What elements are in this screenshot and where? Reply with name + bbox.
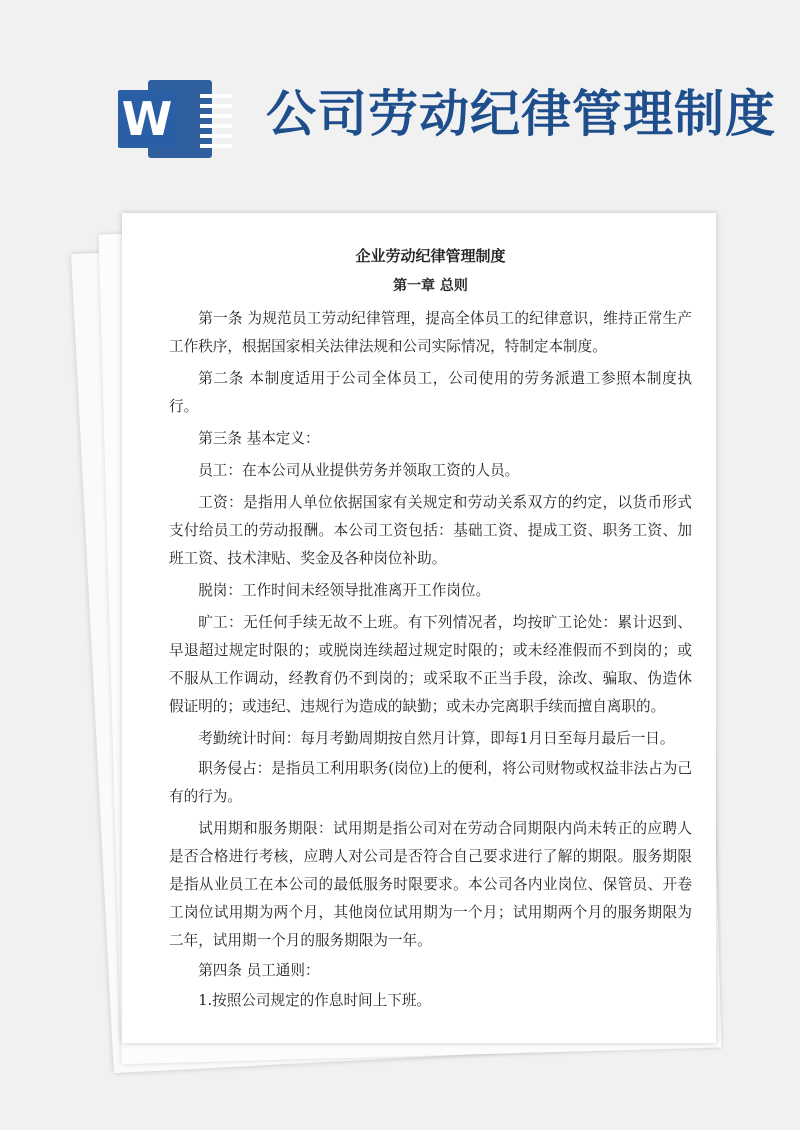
paragraph-definition-probation: 试用期和服务期限：试用期是指公司对在劳动合同期限内尚未转正的应聘人是否合格进行考核，应聘人对公司是否符合自己要求进行了解的期限。服务期限是指从业员工在本公司的最低服务时限要求。本公司各内业岗位、保管员、开卷工岗位试用期为两个月，其他岗位试用期为一个月；试用期两个月的服务期限为二年，试用期一个月的服务期限为一年。 — [169, 820, 692, 949]
word-document-icon — [118, 80, 214, 158]
paragraph-article-1: 第一条 为规范员工劳动纪律管理，提高全体员工的纪律意识，维持正常生产工作秩序，根据国家相关法律法规和公司实际情况，特制定本制度。 — [169, 310, 692, 355]
header-banner — [0, 0, 800, 200]
paragraph-article-3: 第三条 基本定义： — [198, 430, 320, 447]
paragraph-definition-wage: 工资：是指用人单位依据国家有关规定和劳动关系双方的约定，以货币形式支付给员工的劳动报酬。本公司工资包括：基础工资、提成工资、职务工资、加班工资、技术津贴、奖金及各种岗位补助。 — [169, 494, 692, 567]
paragraph-definition-employee: 员工：在本公司从业提供劳务并领取工资的人员。 — [198, 462, 520, 479]
document-content — [169, 241, 692, 1019]
chapter-heading: 第一章 总则 — [393, 278, 468, 294]
banner-title: 公司劳动纪律管理制度 — [266, 84, 776, 143]
paragraph-definition-attendance-period: 考勤统计时间：每月考勤周期按自然月计算，即每1月日至每月最后一日。 — [198, 730, 675, 747]
paragraph-definition-absenteeism: 旷工：无任何手续无故不上班。有下列情况者，均按旷工论处：累计迟到、早退超过规定时限的；或脱岗连续超过规定时限的；或未经准假而不到岗的；或不服从工作调动，经教育仍不到岗的；或采取不正当手段，涂改、骗取、伪造休假证明的；或违纪、违规行为造成的缺勤；或未办完离职手续而擅自离职的。 — [169, 614, 692, 715]
word-letter-icon: W — [118, 90, 176, 148]
paragraph-definition-off-post: 脱岗：工作时间未经领导批准离开工作岗位。 — [198, 582, 491, 599]
document-page — [122, 213, 716, 1043]
paragraph-article-2: 第二条 本制度适用于公司全体员工，公司使用的劳务派遣工参照本制度执行。 — [169, 370, 692, 415]
document-title: 企业劳动纪律管理制度 — [355, 247, 506, 265]
paragraph-article-4: 第四条 员工通则： — [198, 962, 320, 979]
paragraph-rule-1: 1.按照公司规定的作息时间上下班。 — [198, 992, 432, 1009]
paragraph-definition-embezzlement: 职务侵占：是指员工利用职务(岗位)上的便利，将公司财物或权益非法占为己有的行为。 — [169, 760, 692, 805]
